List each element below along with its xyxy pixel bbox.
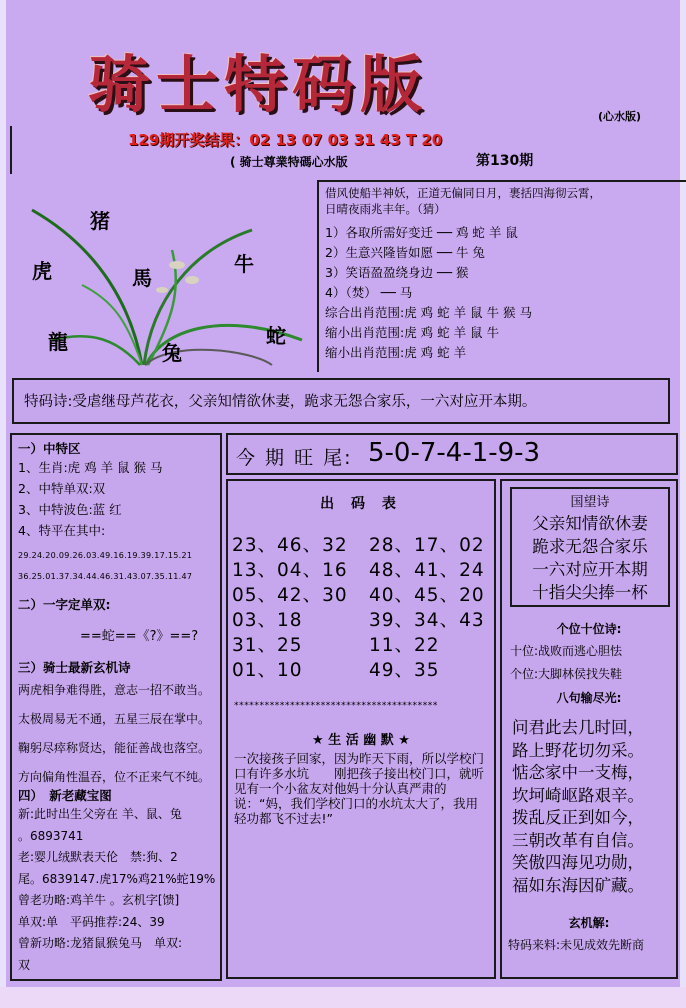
code-row — [232, 558, 485, 583]
code-row — [232, 533, 485, 558]
code-cell: 49、35 — [369, 660, 440, 681]
eight-line: 惦念家中一支梅， — [512, 763, 644, 782]
section-title: 四） 新老藏宝图 — [18, 788, 112, 803]
poem-intro: 日晴夜雨兆丰年。（猜） — [325, 202, 446, 216]
digits-one: 个位:大脚林侯找失鞋 — [510, 667, 623, 681]
zodiac-horse: 馬 — [132, 266, 152, 290]
verse-line: 太极周易无不通，五星三辰在掌中。 — [18, 712, 211, 726]
zodiac-tiger: 虎 — [32, 259, 52, 283]
right-column — [500, 479, 678, 979]
eight-line: 问君此去几时回， — [512, 718, 644, 737]
verse-line: 方向偏角性温吞，位不正来气不纯。 — [18, 770, 211, 784]
eight-line: 路上野花切勿采。 — [512, 740, 644, 760]
code-cell: 01、10 — [232, 660, 303, 681]
zodiac-snake: 蛇 — [266, 324, 286, 348]
eight-line: 笑傲四海见功勋， — [512, 853, 644, 872]
poem-intro: 借风使船半神妖，正道无偏同日月，裹括四海彻云霄， — [325, 186, 601, 200]
map-line: 双 — [18, 957, 31, 972]
section-title: 三）骑士最新玄机诗 — [18, 660, 131, 675]
map-line: 老:婴儿绒默表天伦 禁:狗、2 — [18, 850, 178, 864]
special-poem: 特码诗:受虐继母芦花衣，父亲知情欲休妻，跪求无怨合家乐，一六对应开本期。 — [24, 394, 537, 410]
poem-line: 4）（焚） ── 马 — [325, 285, 413, 300]
zodiac-pig: 猪 — [90, 209, 110, 233]
digits-title: 个位十位诗: — [556, 622, 622, 636]
code-cell: 40、45、20 — [369, 585, 485, 606]
poem-line: 缩小出肖范围:虎 鸡 蛇 羊 鼠 牛 — [325, 325, 500, 340]
eight-line: 坎坷崎岖路艰辛。 — [512, 785, 644, 805]
map-line: 单双:单 平码推荐:24、39 — [18, 914, 165, 929]
poem-line: 2）生意兴隆皆如愿 ── 牛 兔 — [325, 245, 485, 260]
tail-box — [226, 433, 678, 475]
eight-title: 八句输尽光: — [556, 691, 622, 705]
poem-line: 缩小出肖范围:虎 鸡 蛇 羊 — [325, 345, 467, 360]
code-cell: 28、17、02 — [369, 535, 485, 556]
number-list: 29.24.20.09.26.03.49.16.19.39.17.15.21 — [18, 551, 193, 560]
list-item: 2、中特单双:双 — [18, 481, 106, 496]
zodiac-dragon: 龍 — [48, 330, 68, 354]
code-cell: 05、42、30 — [232, 585, 348, 606]
zodiac-ox: 牛 — [234, 252, 254, 276]
zodiac-rabbit: 兔 — [162, 341, 182, 365]
code-cell: 48、41、24 — [369, 560, 485, 581]
code-cell: 11、22 — [369, 635, 440, 656]
number-list: 36.25.01.37.34.44.46.31.43.07.35.11.47 — [18, 572, 193, 581]
map-line: 曾新功略:龙猪鼠猴兔马 单双: — [18, 936, 183, 950]
poem-line: 综合出肖范围:虎 鸡 蛇 羊 鼠 牛 猴 马 — [325, 305, 533, 320]
code-table-title: 出 码 表 — [320, 496, 402, 512]
section-title: 二）一字定单双: — [18, 597, 111, 612]
footer-strip — [0, 987, 686, 1008]
digits-ten: 十位:战败而逃心胆怯 — [510, 644, 623, 658]
top-poem-box — [317, 180, 686, 372]
left-column — [10, 433, 222, 981]
map-line: 曾老功略:鸡羊牛 。玄机字[馈] — [18, 893, 180, 907]
code-cell: 13、04、16 — [232, 560, 348, 581]
verse-line: 两虎相争难得胜，意志一招不敢当。 — [18, 683, 211, 697]
xuanji-text: 特码来料:未见成效先断商 — [508, 938, 645, 952]
list-item: 3、中特波色:蓝 红 — [18, 502, 122, 517]
code-cell: 03、18 — [232, 610, 303, 631]
single-double: ==蛇==《?》==? — [80, 629, 199, 644]
guowang-line: 十指尖尖捧一杯 — [532, 583, 648, 602]
eight-line: 福如东海因矿藏。 — [512, 875, 644, 895]
tail-value: 5-0-7-4-1-9-3 — [368, 438, 541, 468]
list-item: 1、生肖:虎 鸡 羊 鼠 猴 马 — [18, 460, 163, 475]
code-row — [232, 658, 440, 683]
code-cell: 39、34、43 — [369, 610, 485, 631]
map-line: 新:此时出生父旁在 羊、鼠、兔 — [18, 807, 182, 821]
code-cell: 23、46、32 — [232, 535, 348, 556]
map-line: 。6893741 — [18, 828, 84, 843]
guowang-line: 跪求无怨合家乐 — [532, 537, 648, 556]
guowang-line: 父亲知情欲休妻 — [532, 514, 648, 533]
poem-line: 1）各取所需好变迁 ── 鸡 蛇 羊 鼠 — [325, 225, 518, 240]
code-row — [232, 608, 485, 633]
page-title: 骑士特码版 — [88, 48, 429, 121]
guowang-box — [510, 487, 670, 607]
humor-text: 一次接孩子回家，因为昨天下雨，所以学校门口有许多水坑 刚把孩子接出校门口，就听见有一个小盆友对他妈十分认真严肃的说：“妈，我们学校门口的水坑太大了，我用轻功都飞不过去!” — [234, 751, 485, 826]
code-row — [232, 583, 485, 608]
poem-line: 3）笑语盈盈绕身边 ── 猴 — [325, 265, 469, 280]
list-item: 4、特平在其中: — [18, 523, 106, 538]
code-row — [232, 633, 440, 658]
subtitle: ( 骑士尊業特碼心水版 — [230, 155, 348, 169]
star-divider: **************************************** — [234, 701, 438, 711]
humor-title: ★ 生 活 幽 默 ★ — [312, 733, 410, 748]
tail-label: 今 期 旺 尾: — [236, 447, 353, 469]
lottery-result: 129期开奖结果：02 13 07 03 31 43 T 20 — [128, 131, 443, 149]
special-poem-box — [12, 378, 670, 424]
code-cell: 31、25 — [232, 635, 303, 656]
xuanji-title: 玄机解: — [568, 916, 610, 930]
map-line: 尾。6839147.虎17%鸡21%蛇19% — [18, 871, 216, 886]
guowang-line: 一六对应开本期 — [532, 560, 648, 579]
verse-line: 鞠躬尽瘁称贤达，能征善战也落空。 — [18, 741, 211, 755]
middle-column — [226, 479, 496, 979]
edition-label: (心水版) — [598, 110, 642, 123]
eight-line: 拨乱反正到如今， — [512, 808, 644, 827]
guowang-title: 国望诗 — [570, 495, 610, 510]
issue-number: 第130期 — [476, 153, 534, 169]
section-title: 一）中特区 — [18, 441, 81, 456]
eight-line: 三朝改革有自信。 — [512, 830, 644, 850]
